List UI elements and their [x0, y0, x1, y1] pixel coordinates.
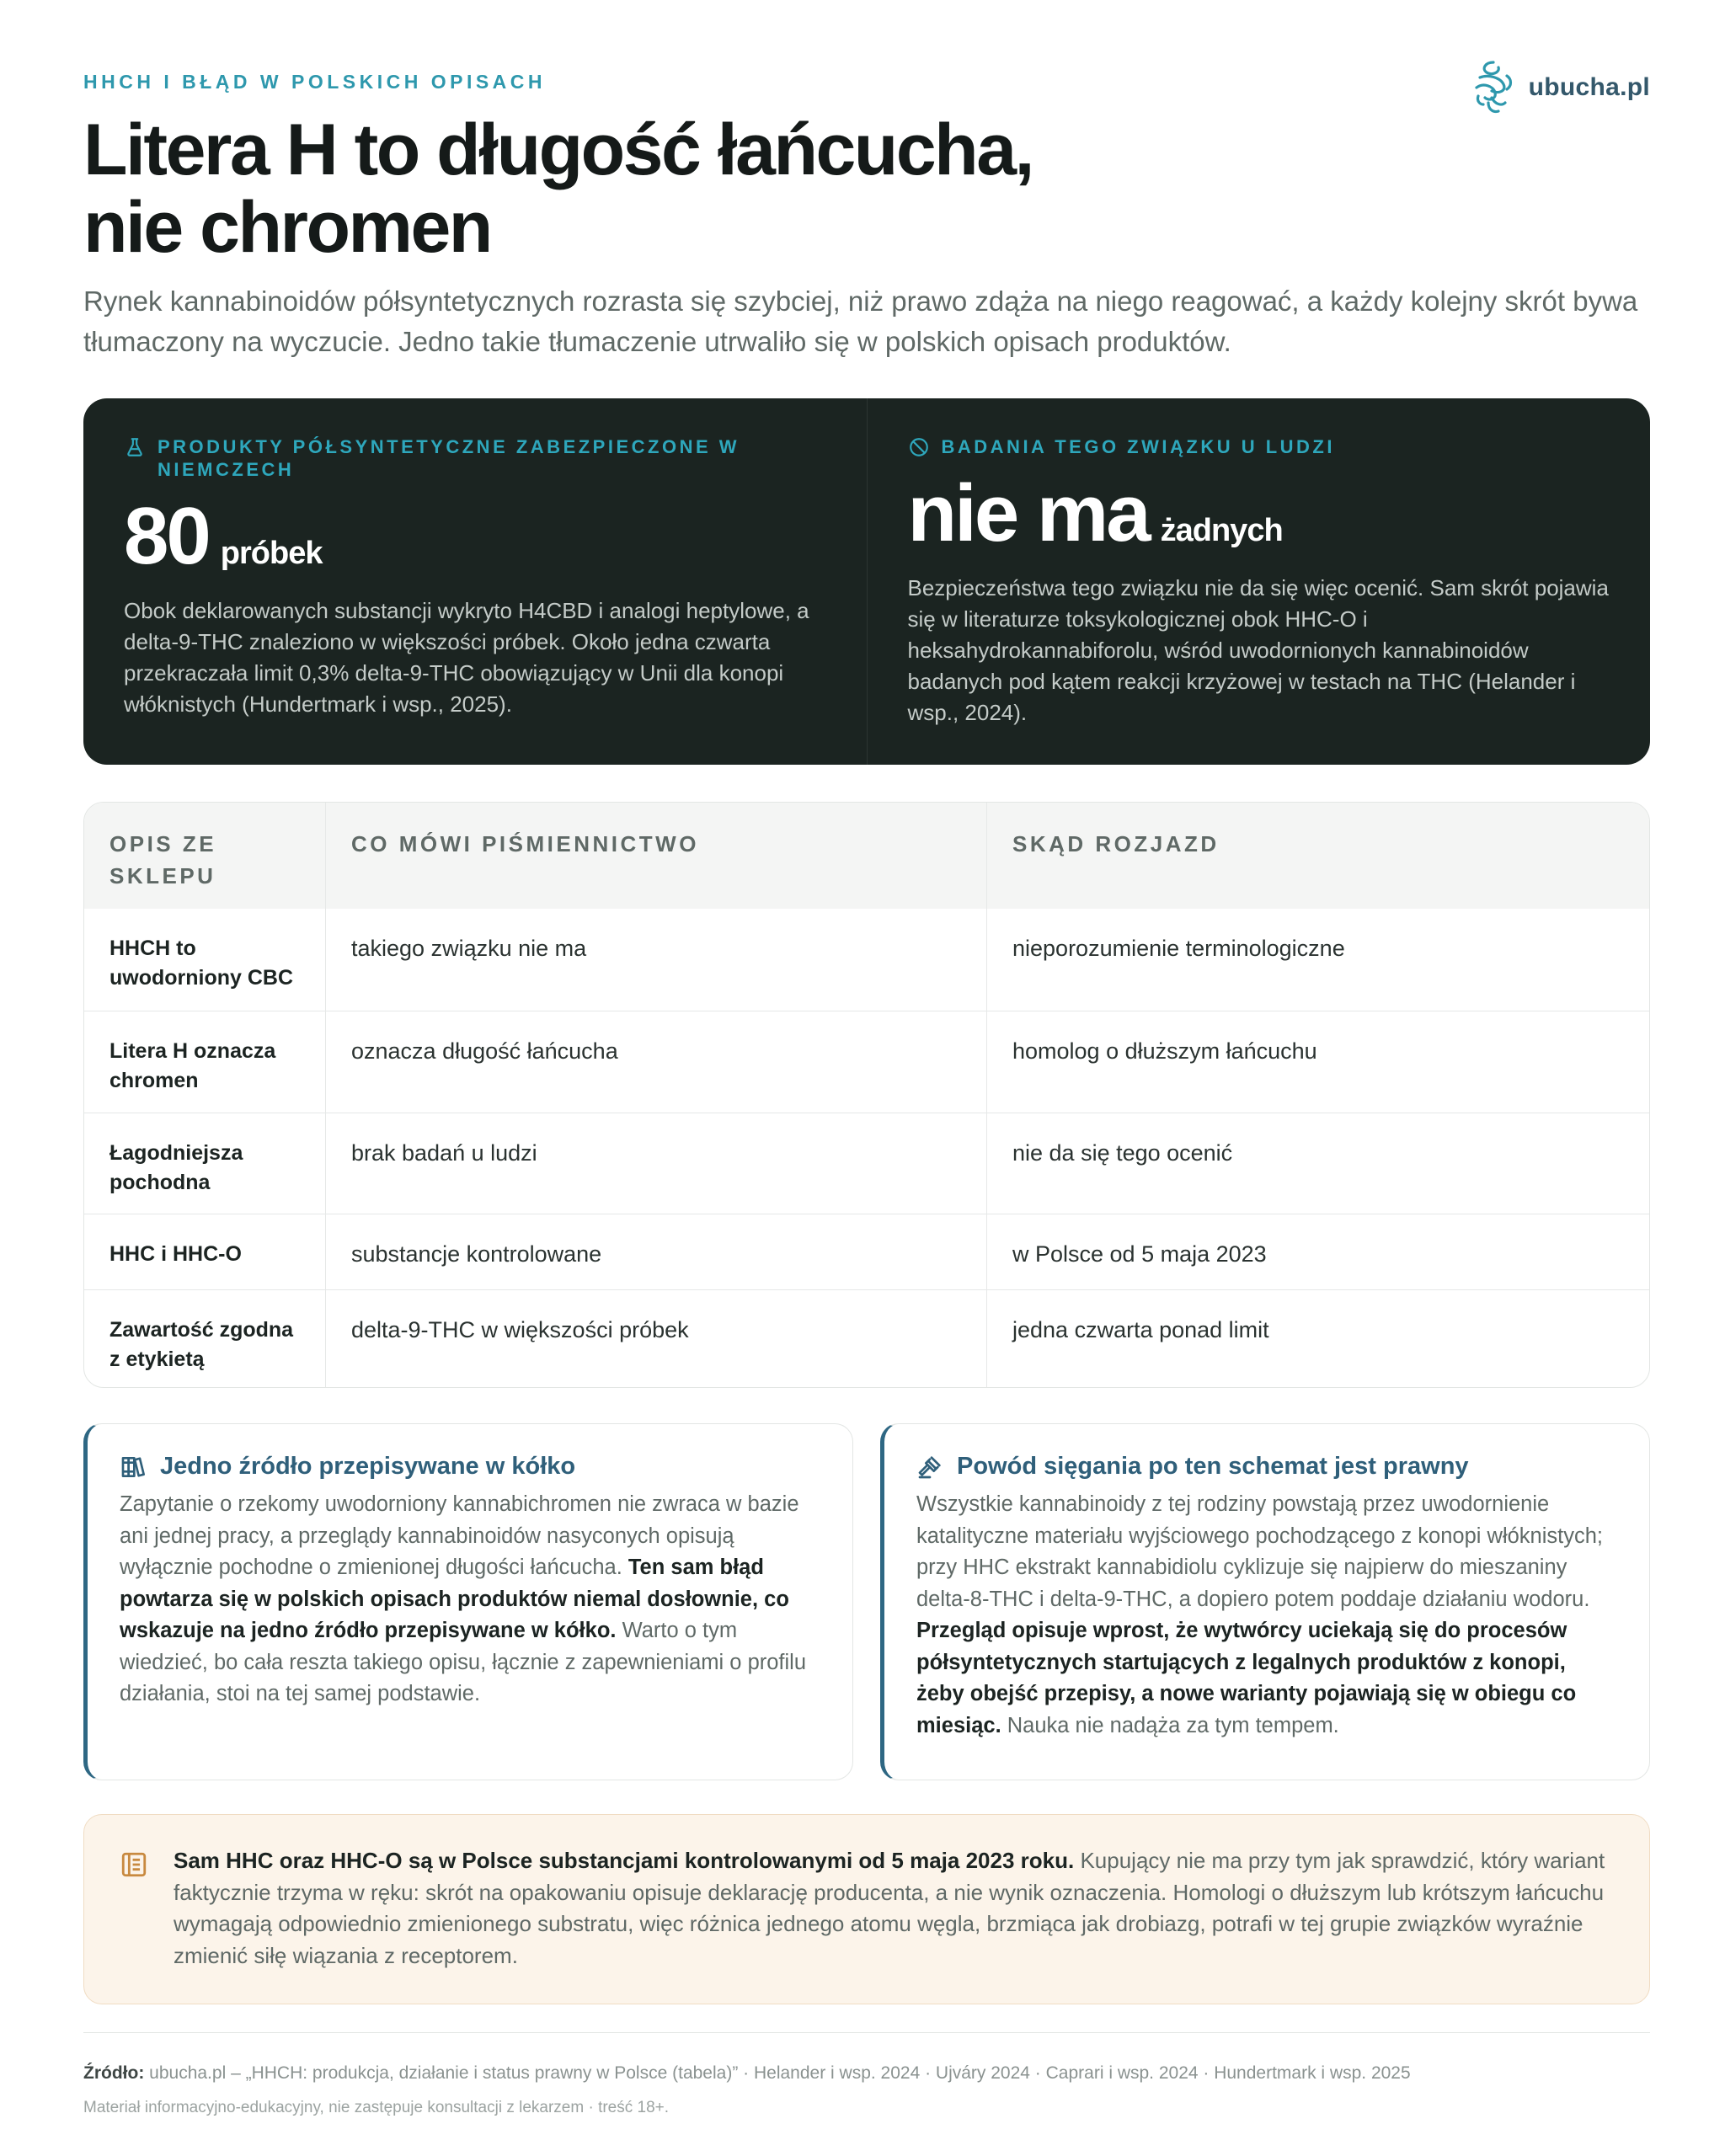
- table-cell: jedna czwarta ponad limit: [1012, 1317, 1269, 1342]
- table-row: [84, 1011, 1649, 1113]
- info-cards: [83, 1423, 1650, 1780]
- table-cell: Litera H oznacza chromen: [84, 1011, 326, 1113]
- title-line-1: Litera H to długość łańcucha,: [83, 109, 1033, 190]
- table-row: [84, 1113, 1649, 1214]
- stat-number: 80: [124, 491, 209, 581]
- column-header: OPIS ZE SKLEPU: [84, 803, 326, 909]
- notice-text: Sam HHC oraz HHC-O są w Polsce substancjami kontrolowanymi od 5 maja 2023 roku. Kupujący nie ma przy tym jak sprawdzić, który wariant faktycznie trzyma w ręku: skrót na opakowaniu opisuje deklarację producenta, a nie wynik oznaczenia. Homologi o dłuższym lub krótszym łańcuchu wymagają odpowiednio zmienionego substratu, więc różnica jednego atomu węgla, brzmiąca jak drobiazg, potrafi w tej grupie związków wyraźnie zmienić siłę wiązania z receptorem.: [174, 1848, 1605, 1968]
- info-card-source: [83, 1423, 853, 1780]
- table-cell: HHCH to uwodorniony CBC: [84, 909, 326, 1011]
- flask-icon: [124, 436, 146, 458]
- table-row: [84, 1289, 1649, 1387]
- stat-unit: żadnych: [1160, 513, 1283, 548]
- page-title: [83, 111, 1033, 266]
- stat-number: nie ma: [907, 468, 1149, 558]
- logo-icon: [1470, 57, 1517, 118]
- table-cell: oznacza długość łańcucha: [326, 1011, 987, 1113]
- table-cell: substancje kontrolowane: [326, 1214, 987, 1289]
- comparison-table: [83, 802, 1650, 1388]
- stat-human-studies: [867, 398, 1651, 765]
- title-line-2: nie chromen: [83, 187, 491, 268]
- table-cell: nieporozumienie terminologiczne: [1012, 936, 1345, 961]
- disclaimer: Materiał informacyjno-edukacyjny, nie zastępuje konsultacji z lekarzem · treść 18+.: [83, 2099, 670, 2116]
- table-header-row: [84, 803, 1649, 909]
- books-icon: [120, 1454, 147, 1481]
- table-cell: homolog o dłuższym łańcuchu: [1012, 1038, 1317, 1064]
- lede: Rynek kannabinoidów półsyntetycznych rozrasta się szybciej, niż prawo zdąża na niego reagować, a każdy kolejny skrót bywa tłumaczony na wyczucie. Jedno takie tłumaczenie utrwaliło się w polskich opisach produktów.: [83, 286, 1638, 357]
- ban-icon: [908, 436, 930, 458]
- column-header: CO MÓWI PIŚMIENNICTWO: [326, 803, 987, 909]
- stat-unit: próbek: [220, 536, 323, 571]
- table-cell: w Polsce od 5 maja 2023: [1012, 1241, 1267, 1267]
- info-card-legal: [880, 1423, 1650, 1780]
- footer-divider: [83, 2032, 1650, 2033]
- stat-samples: [83, 398, 867, 765]
- stat-label: PRODUKTY PÓŁSYNTETYCZNE ZABEZPIECZONE W NIEMCZECH: [124, 435, 826, 481]
- source-line: Źródło: ubucha.pl – „HHCH: produkcja, działanie i status prawny w Polsce (tabela)” · Helander i wsp. 2024 · Ujváry 2024 · Caprari i wsp. 2024 · Hundertmark i wsp. 2025: [83, 2063, 1411, 2083]
- stats-panel: [83, 398, 1650, 765]
- table-cell: Łagodniejsza pochodna: [84, 1113, 326, 1214]
- document-icon: [120, 1850, 148, 1879]
- stat-label: BADANIA TEGO ZWIĄZKU U LUDZI: [908, 435, 1610, 458]
- column-header: SKĄD ROZJAZD: [1012, 831, 1220, 857]
- table-cell: delta-9-THC w większości próbek: [326, 1290, 987, 1387]
- card-body: Wszystkie kannabinoidy z tej rodziny powstają przez uwodornienie katalityczne materiału wyjściowego pochodzącego z konopi włóknistych; przy HHC ekstrakt kannabidiolu cyklizuje się najpierw do mieszaniny delta-8-THC i delta-9-THC, a dopiero potem poddaje działaniu wodoru. Przegląd opisuje wprost, że wytwórcy uciekają się do procesów półsyntetycznych startujących z legalnych produktów z konopi, żeby obejść przepisy, a nowe warianty pojawiają się w obiegu co miesiąc. Nauka nie nadąża za tym tempem.: [916, 1492, 1603, 1737]
- table-row: [84, 909, 1649, 1011]
- table-cell: HHC i HHC-O: [84, 1214, 326, 1289]
- card-title: Jedno źródło przepisywane w kółko: [120, 1453, 820, 1481]
- table-cell: nie da się tego ocenić: [1012, 1140, 1233, 1166]
- gavel-icon: [916, 1454, 943, 1481]
- table-row: [84, 1214, 1649, 1289]
- brand-name: ubucha.pl: [1528, 73, 1650, 101]
- table-cell: takiego związku nie ma: [326, 909, 987, 1011]
- legal-notice: [83, 1814, 1650, 2004]
- stat-value: [907, 468, 1610, 558]
- card-body: Zapytanie o rzekomy uwodorniony kannabichromen nie zwraca w bazie ani jednej pracy, a przeglądy kannabinoidów nasyconych opisują wyłącznie pochodne o zmienionej długości łańcucha. Ten sam błąd powtarza się w polskich opisach produktów niemal dosłownie, co wskazuje na jedno źródło przepisywane w kółko. Warto o tym wiedzieć, bo cała reszta takiego opisu, łącznie z zapewnieniami o profilu działania, stoi na tej samej podstawie.: [120, 1492, 807, 1705]
- brand[interactable]: [1470, 57, 1650, 118]
- stat-value: [124, 491, 826, 581]
- stat-description: Bezpieczeństwa tego związku nie da się więc ocenić. Sam skrót pojawia się w literaturze toksykologicznej obok HHC-O i heksahydrokannabiforolu, wśród uwodornionych kannabinoidów badanych pod kątem reakcji krzyżowej w testach na THC (Helander i wsp., 2024).: [907, 575, 1609, 725]
- table-cell: Zawartość zgodna z etykietą: [84, 1290, 326, 1387]
- stat-description: Obok deklarowanych substancji wykryto H4CBD i analogi heptylowe, a delta-9-THC znaleziono w większości próbek. Około jedna czwarta przekraczała limit 0,3% delta-9-THC obowiązujący w Unii dla konopi włóknistych (Hundertmark i wsp., 2025).: [124, 598, 809, 717]
- table-cell: brak badań u ludzi: [326, 1113, 987, 1214]
- eyebrow: HHCH I BŁĄD W POLSKICH OPISACH: [83, 71, 546, 93]
- card-title: Powód sięgania po ten schemat jest prawny: [916, 1453, 1617, 1481]
